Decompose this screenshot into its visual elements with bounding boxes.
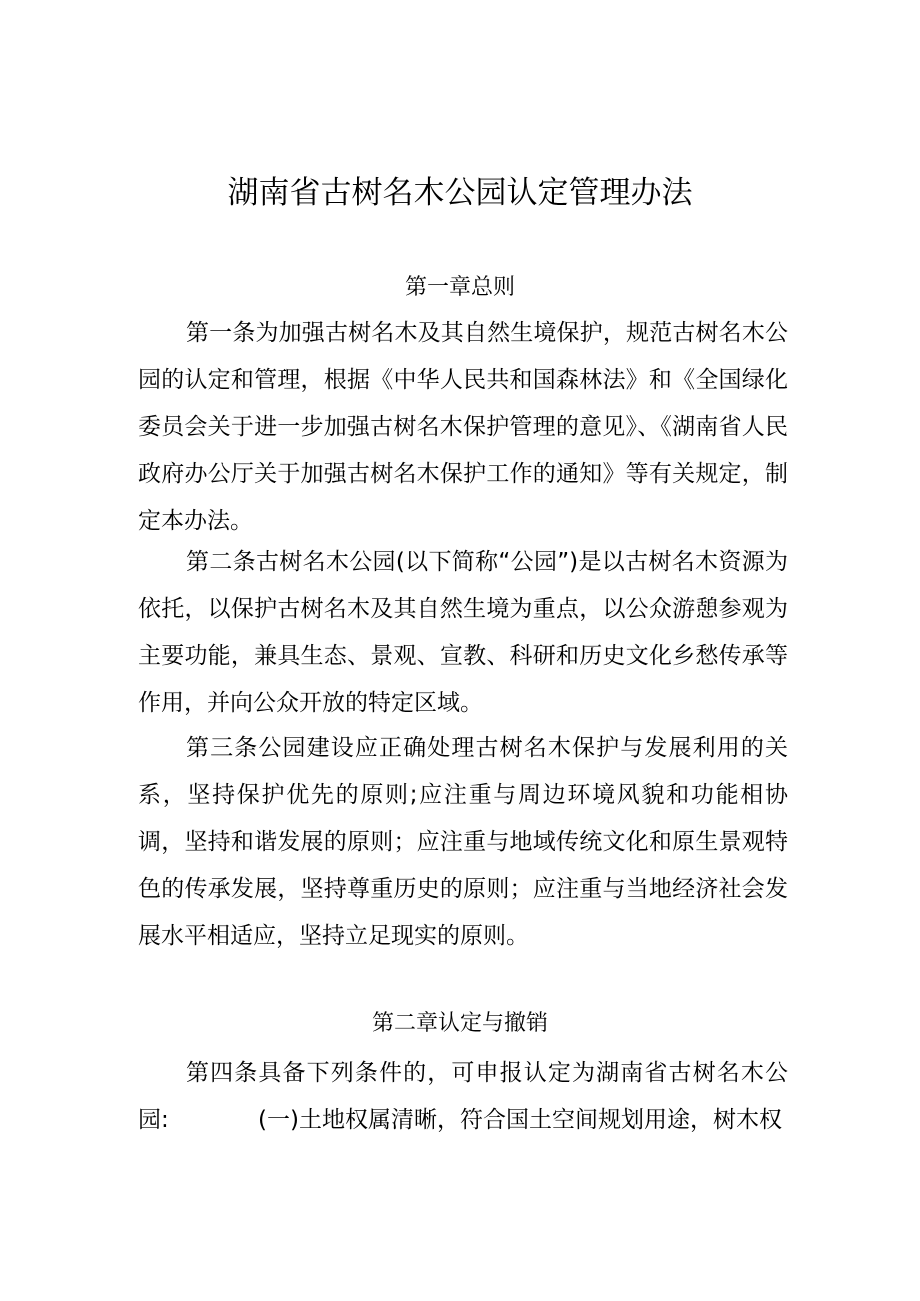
chapter-heading-1: 第一章总则: [404, 275, 515, 300]
article-2: 第二条古树名木公园(以下简称“公园”)是以古树名木资源为依托，以保护古树名木及其自然生境为重点，以公众游憩参观为主要功能，兼具生态、景观、宣教、科研和历史文化乡愁传承等作用，并向公众开放的特定区域。: [138, 549, 788, 716]
article-1: 第一条为加强古树名木及其自然生境保护，规范古树名木公园的认定和管理，根据《中华人民共和国森林法》和《全国绿化委员会关于进一步加强古树名木保护管理的意见》、《湖南省人民政府办公厅关于加强古树名木保护工作的通知》等有关规定，制定本办法。: [138, 320, 788, 534]
article-3: 第三条公园建设应正确处理古树名木保护与发展利用的关系，坚持保护优先的原则;应注重与周边环境风貌和功能相协调，坚持和谐发展的原则；应注重与地域传统文化和原生景观特色的传承发展，坚持尊重历史的原则；应注重与当地经济社会发展水平相适应，坚持立足现实的原则。: [138, 735, 788, 949]
list-item: (一)土地权属清晰，符合国土空间规划用途，树木权: [258, 1107, 782, 1133]
article-4: 第四条具备下列条件的，可申报认定为湖南省古树名木公园:: [138, 1060, 788, 1133]
chapter-heading-2: 第二章认定与撤销: [371, 1011, 548, 1036]
document-title: 湖南省古树名木公园认定管理办法: [227, 175, 693, 211]
